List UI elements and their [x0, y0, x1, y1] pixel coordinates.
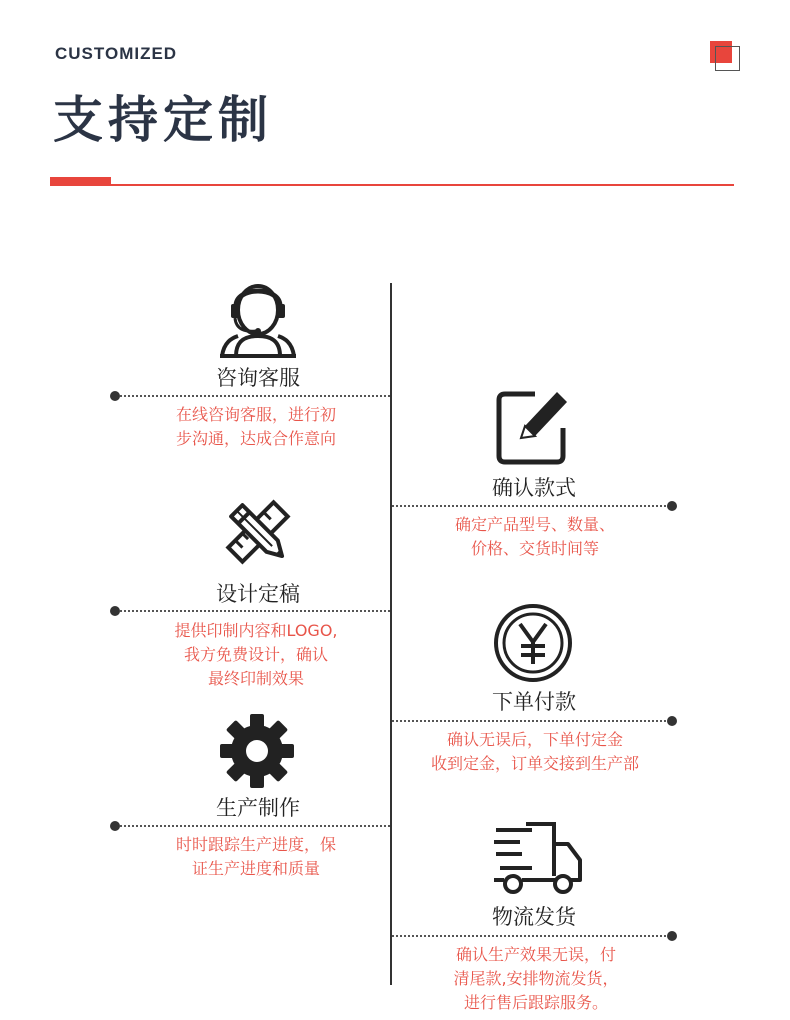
step-title: 设计定稿	[216, 582, 300, 606]
header-subtitle: CUSTOMIZED	[55, 44, 178, 63]
timeline-dot	[667, 716, 677, 726]
step-title: 咨询客服	[216, 366, 300, 390]
timeline-connector	[120, 395, 390, 397]
step-description: 时时跟踪生产进度，保 证生产进度和质量	[175, 835, 336, 878]
step-description: 提供印制内容和LOGO, 我方免费设计，确认 最终印制效果	[174, 621, 338, 688]
timeline-dot	[667, 931, 677, 941]
timeline-dot	[110, 391, 120, 401]
design-tools-icon	[216, 490, 300, 574]
timeline-dot	[110, 821, 120, 831]
timeline-dot	[110, 606, 120, 616]
yen-coin-icon	[492, 602, 574, 684]
corner-mark-icon	[710, 41, 740, 71]
customer-service-icon	[216, 276, 300, 360]
step-description: 确定产品型号、数量、 价格、交货时间等	[454, 515, 615, 558]
step-description: 在线咨询客服，进行初 步沟通，达成合作意向	[175, 405, 336, 448]
step-title: 确认款式	[492, 476, 576, 500]
gear-icon	[218, 712, 296, 790]
header-divider	[50, 184, 734, 186]
timeline-dot	[667, 501, 677, 511]
timeline-axis	[390, 283, 392, 985]
step-title: 下单付款	[492, 690, 576, 714]
step-description: 确认无误后，下单付定金 收到定金，订单交接到生产部	[430, 730, 639, 773]
timeline-connector	[120, 610, 390, 612]
timeline-connector	[392, 935, 666, 937]
step-title: 生产制作	[216, 796, 300, 820]
step-description: 确认生产效果无误，付 清尾款,安排物流发货， 进行售后跟踪服务。	[453, 945, 619, 1012]
step-title: 物流发货	[492, 905, 576, 929]
timeline-connector	[392, 505, 666, 507]
edit-icon	[495, 386, 571, 466]
page-title: 支持定制	[53, 91, 273, 149]
header-divider-accent	[50, 177, 111, 186]
timeline-connector	[120, 825, 390, 827]
delivery-truck-icon	[492, 820, 584, 898]
timeline-connector	[392, 720, 666, 722]
